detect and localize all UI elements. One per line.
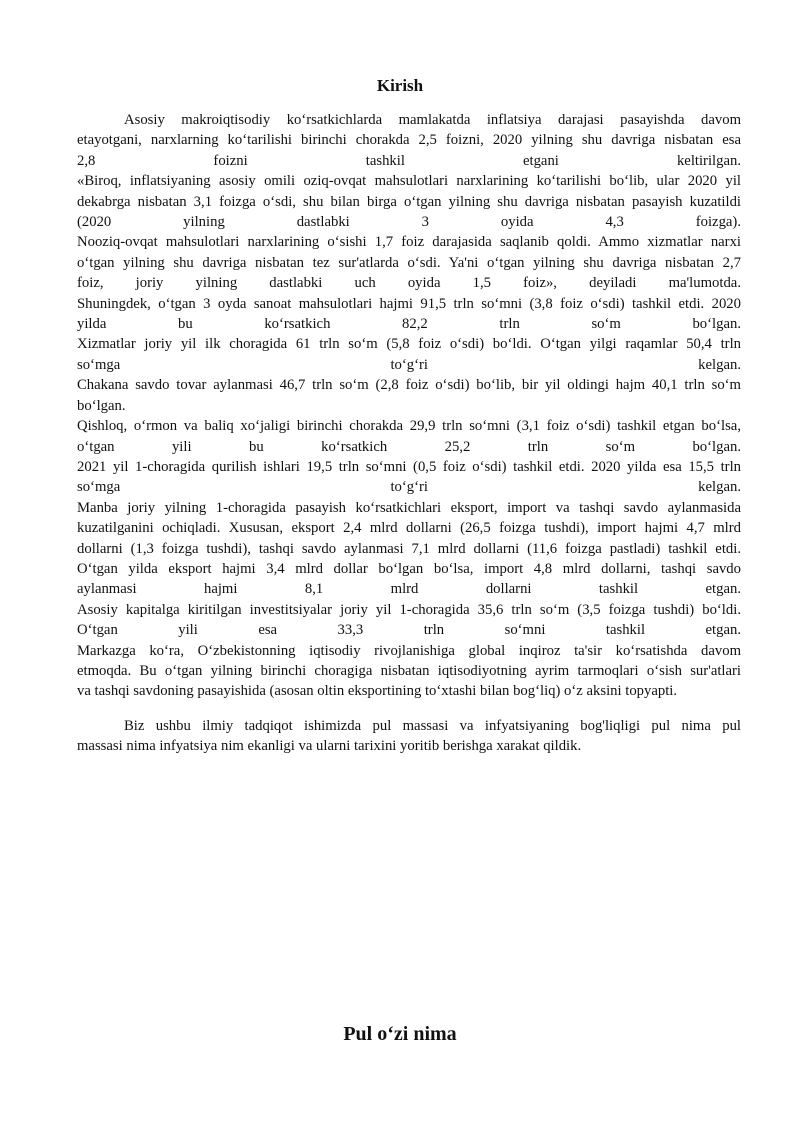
section-heading-kirish: Kirish — [376, 76, 424, 95]
paragraph-gap — [77, 702, 741, 716]
text-line: 2,8 foizni tashkil etgani keltirilgan. — [77, 152, 741, 169]
text-line: dekabrga nisbatan 3,1 foizga o‘sdi, shu bilan birga o‘tgan yilning shu davriga nisbatan pasayish kuzatildi — [77, 193, 741, 210]
text-line: O‘tgan yilda eksport hajmi 3,4 mlrd dollar bo‘lgan bo‘lsa, import 4,8 mlrd dollarni, tashqi savdo — [77, 560, 741, 577]
text-line: Asosiy makroiqtisodiy ko‘rsatkichlarda mamlakatda inflatsiya darajasi pasayishda davom — [124, 112, 741, 128]
text-line: Qishloq, o‘rmon va baliq xo‘jaligi birinchi chorakda 29,9 trln so‘mni (3,1 foiz o‘sdi) tashkil etgan bo‘lsa, — [77, 418, 741, 435]
text-line: etmoqda. Bu o‘tgan yilning birinchi choragiga nisbatan iqtisodiyotning ayrim tarmoqlari o‘sish sur'atlari — [77, 662, 741, 679]
text-line: Shuningdek, o‘tgan 3 oyda sanoat mahsulotlari hajmi 91,5 trln so‘mni (3,8 foiz o‘sdi) tashkil etdi. 2020 — [77, 295, 741, 312]
text-line: o‘tgan yili bu ko‘rsatkich 25,2 trln so‘m bo‘lgan. — [77, 438, 741, 455]
text-line: yilda bu ko‘rsatkich 82,2 trln so‘m bo‘lgan. — [77, 316, 741, 333]
text-line: o‘tgan yilning shu davriga nisbatan tez sur'atlarda o‘sdi. Ya'ni o‘tgan yilning shu davriga nisbatan 2,7 — [77, 254, 741, 271]
text-line: Nooziq-ovqat mahsulotlari narxlarining o‘sishi 1,7 foiz darajasida saqlanib qoldi. Ammo xizmatlar narxi — [77, 234, 741, 251]
text-line: Markazga ko‘ra, O‘zbekistonning iqtisodiy rivojlanishiga global inqiroz ta'sir ko‘rsatishda davom — [77, 642, 741, 659]
text-line: Chakana savdo tovar aylanmasi 46,7 trln so‘m (2,8 foiz o‘sdi) bo‘lib, bir yil oldingi hajm 40,1 trln so‘m — [77, 377, 741, 394]
text-line: Biz ushbu ilmiy tadqiqot ishimizda pul massasi va infyatsiyaning bog'liqligi pul nima pul — [124, 717, 741, 734]
text-line: «Biroq, inflatsiyaning asosiy omili oziq-ovqat mahsulotlari narxlarining ko‘tarilishi bo‘lib, ular 2020 yil — [77, 173, 741, 190]
text-line: Xizmatlar joriy yil ilk choragida 61 trln so‘m (5,8 foiz o‘sdi) bo‘ldi. O‘tgan yilgi raqamlar 50,4 trln — [77, 336, 741, 353]
text-line: Manba joriy yilning 1-choragida pasayish ko‘rsatkichlari eksport, import va tashqi savdo aylanmasida — [77, 499, 741, 516]
text-line: O‘tgan yili esa 33,3 trln so‘mni tashkil etgan. — [77, 622, 741, 639]
text-line: foiz, joriy yilning dastlabki uch oyida 1,5 foiz», deyiladi ma'lumotda. — [77, 275, 741, 292]
text-line: va tashqi savdoning pasayishida (asosan oltin eksportining to‘xtashi bilan bog‘liq) o‘z aksini topyapti. — [77, 683, 678, 700]
body-text — [77, 110, 741, 757]
text-line: (2020 yilning dastlabki 3 oyida 4,3 foizga). — [77, 214, 741, 231]
text-line: massasi nima infyatsiya nim ekanligi va ularni tarixini yoritib berishga xarakat qildik. — [77, 738, 582, 755]
text-line: Asosiy kapitalga kiritilgan investitsiyalar joriy yil 1-choragida 35,6 trln so‘m (3,5 foizga tushdi) bo‘ldi. — [77, 601, 741, 618]
text-line: etayotgani, narxlarning ko‘tarilishi birinchi chorakda 2,5 foizni, 2020 yilning shu davriga nisbatan esa — [77, 132, 741, 149]
text-line: dollarni (1,3 foizga tushdi), tashqi savdo aylanmasi 7,1 mlrd dollarni (11,6 foizga pastladi) tashkil etdi. — [77, 540, 741, 557]
text-line: so‘mga to‘g‘ri kelgan. — [77, 356, 741, 373]
text-line: so‘mga to‘g‘ri kelgan. — [77, 479, 741, 496]
text-line: aylanmasi hajmi 8,1 mlrd dollarni tashkil etgan. — [77, 581, 741, 598]
text-line: bo‘lgan. — [77, 397, 126, 414]
text-line: kuzatilganini ochiqladi. Xususan, eksport 2,4 mlrd dollarni (26,5 foizga tushdi), import hajmi 4,7 mlrd — [77, 520, 741, 537]
section-heading-pul-ozi-nima: Pul o‘zi nima — [343, 1023, 457, 1045]
text-line: 2021 yil 1-choragida qurilish ishlari 19,5 trln so‘mni (0,5 foiz o‘sdi) tashkil etdi. 2020 yilda esa 15,5 trln — [77, 458, 741, 475]
